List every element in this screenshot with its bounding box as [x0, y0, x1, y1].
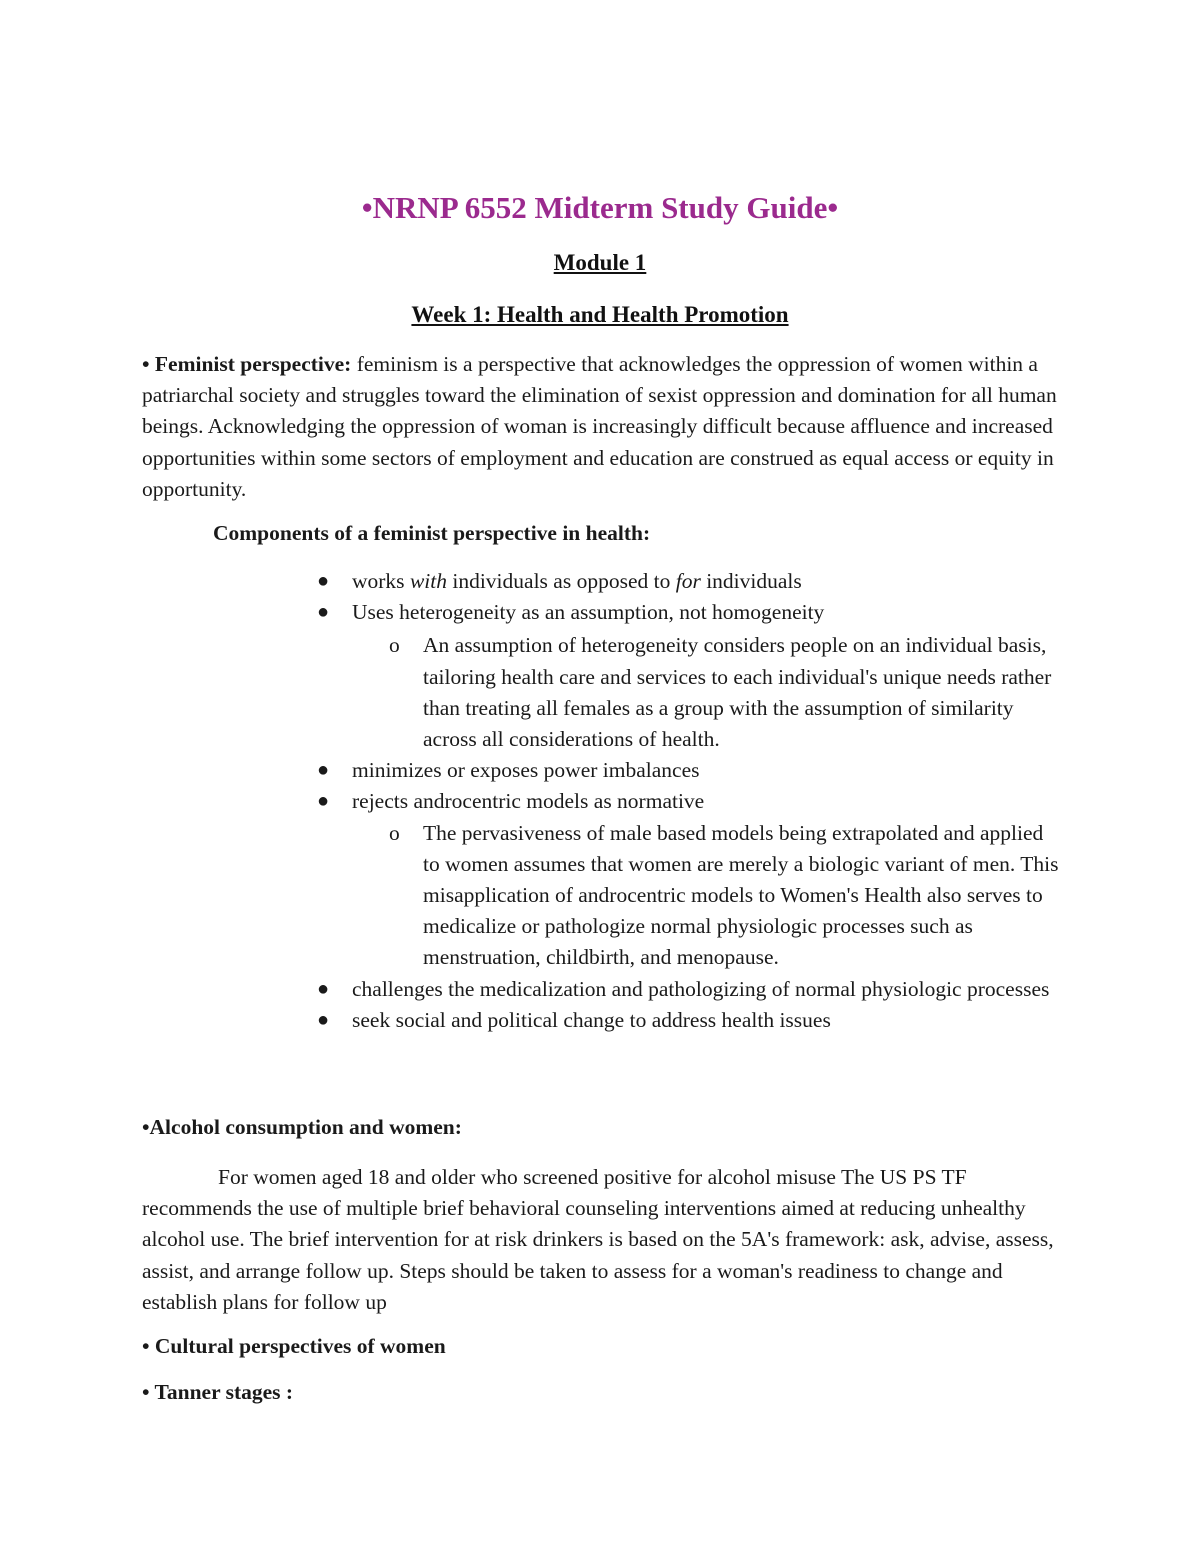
feminist-paragraph	[142, 349, 1062, 505]
tanner-heading: • Tanner stages :	[142, 1380, 294, 1404]
bullet-icon: ●	[317, 759, 330, 782]
bullet-icon: ●	[317, 790, 330, 813]
list-item	[0, 566, 1072, 597]
list-item-text: works	[352, 569, 410, 593]
sub-list-item	[0, 818, 1063, 974]
alcohol-paragraph	[142, 1162, 1062, 1318]
list-item-text: rejects androcentric models as normative	[352, 789, 705, 814]
module-heading: Module 1	[553, 250, 647, 275]
components-heading: Components of a feminist perspective in health:	[213, 521, 651, 545]
sub-bullet-icon: o	[389, 820, 400, 845]
bullet-icon: ●	[317, 601, 330, 624]
emphasis-text: for	[675, 569, 701, 593]
list-item	[0, 974, 1072, 1005]
list-item	[0, 1005, 1072, 1036]
sub-list-item-text: The pervasiveness of male based models being extrapolated and applied to women assumes that women are merely a biologic variant of men. This misapplication of androcentric models to Women's Health also serves to medicalize or pathologize normal physiologic processes such as menstruation, childbirth, and menopause.	[423, 820, 1059, 970]
week-heading: Week 1: Health and Health Promotion	[411, 302, 789, 327]
sub-list-item-text: An assumption of heterogeneity considers people on an individual basis, tailoring health care and services to each individual's unique needs rather than treating all females as a group with the assumption of similarity across all considerations of health.	[423, 633, 1052, 752]
page-title: •NRNP 6552 Midterm Study Guide•	[361, 190, 839, 225]
alcohol-text: For women aged 18 and older who screened positive for alcohol misuse The US PS TF recommends the use of multiple brief behavioral counseling interventions aimed at reducing unhealthy alcohol use. The brief intervention for at risk drinkers is based on the 5A's framework: ask, advise, assess, assist, and arrange follow up. Steps should be taken to assess for a woman's readiness to change and establish plans for follow up	[142, 1165, 1054, 1314]
cultural-heading: • Cultural perspectives of women	[142, 1334, 446, 1358]
list-item-text: individuals	[700, 569, 802, 593]
bullet-icon: ●	[317, 977, 330, 1000]
list-item	[0, 786, 1072, 817]
alcohol-heading: •Alcohol consumption and women:	[142, 1115, 462, 1139]
list-item-text: challenges the medicalization and pathologizing of normal physiologic processes	[352, 976, 1050, 1001]
list-item	[0, 755, 1072, 786]
list-item-text: seek social and political change to address health issues	[352, 1007, 831, 1032]
sub-list-item	[0, 630, 1063, 755]
list-item	[0, 597, 1072, 628]
feminist-text: feminism is a perspective that acknowledges the oppression of women within a patriarchal society and struggles toward the elimination of sexist oppression and domination for all human beings. Acknowledging the oppression of woman is increasingly difficult because affluence and increased opportunities within some sectors of employment and education are construed as equal access or equity in opportunity.	[142, 352, 1057, 501]
bullet-icon: ●	[317, 570, 330, 592]
list-item-text: individuals as opposed to	[446, 569, 676, 593]
components-list	[0, 566, 1200, 1036]
bullet-icon: ●	[317, 1008, 330, 1031]
list-item-text: minimizes or exposes power imbalances	[352, 758, 700, 783]
emphasis-text: with	[409, 569, 447, 593]
sub-bullet-icon: o	[389, 633, 400, 658]
feminist-label: • Feminist perspective:	[142, 352, 352, 376]
list-item-text: Uses heterogeneity as an assumption, not homogeneity	[352, 600, 825, 625]
